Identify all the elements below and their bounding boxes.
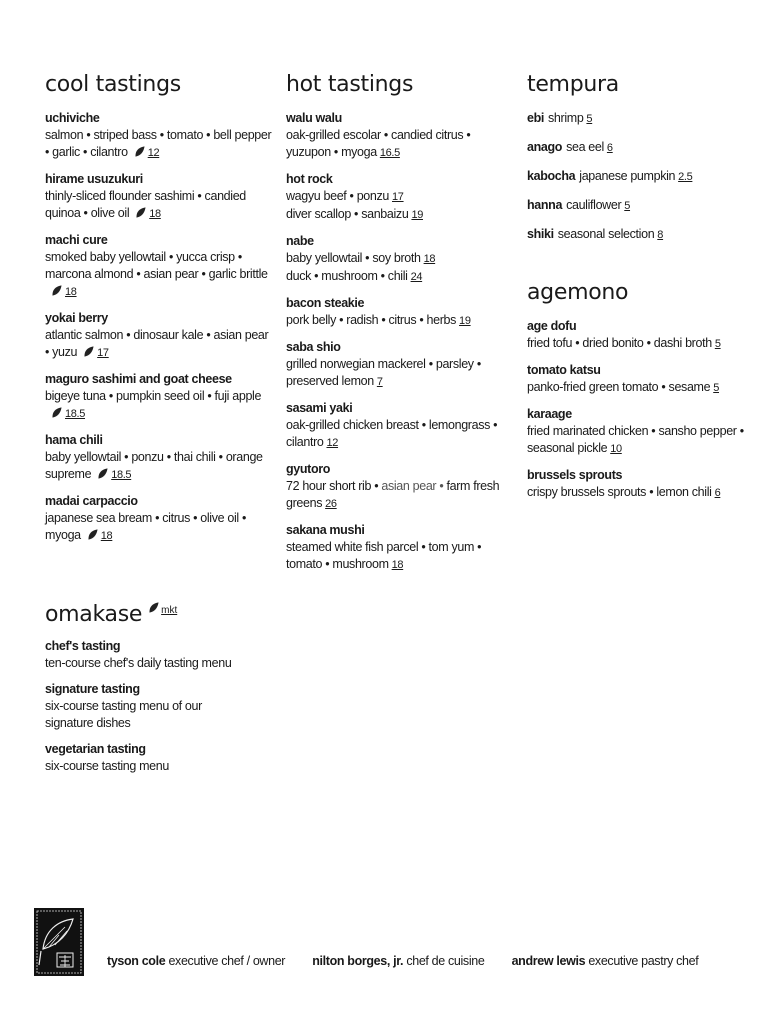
credit-name: tyson cole (107, 954, 166, 968)
item-name: sakana mushi (286, 523, 365, 537)
item-price: 26 (325, 498, 337, 510)
item-desc: smoked baby yellowtail • yucca crisp • marcona almond • asian pear • garlic brittle (45, 250, 268, 281)
section-title: hot tastings (286, 72, 414, 97)
leaf-icon (87, 529, 98, 540)
item-desc-alt: duck • mushroom • chili (286, 269, 408, 283)
section-title-agemono: agemono (527, 280, 629, 305)
item-price: 6 (714, 487, 721, 499)
item-desc: six-course tasting menu of our signature dishes (45, 699, 202, 730)
menu-item (45, 432, 273, 484)
item-name: shiki (527, 227, 554, 241)
item-desc: fried tofu • dried bonito • dashi broth (527, 336, 712, 350)
item-price: 18 (65, 286, 77, 298)
item-price: 17 (97, 347, 109, 359)
omakase-section (45, 600, 305, 784)
item-price: 5 (713, 382, 719, 394)
item-name: hirame usuzukuri (45, 172, 143, 186)
item-desc: seasonal selection (557, 227, 655, 241)
item-desc: baby yellowtail • soy broth (286, 251, 421, 265)
item-name: hot rock (286, 172, 333, 186)
section-title-tempura: tempura (527, 72, 619, 97)
credit (107, 954, 285, 968)
item-name: saba shio (286, 340, 341, 354)
item-desc: oak-grilled chicken breast • lemongrass • cilantro (286, 418, 498, 449)
item-price: 18 (100, 530, 113, 542)
item-desc: baby yellowtail • ponzu • thai chili • orange supreme (45, 450, 263, 481)
item-price-alt: 24 (410, 271, 423, 283)
item-desc: panko-fried green tomato • sesame (527, 380, 711, 394)
item-price: mkt (161, 605, 178, 616)
leaf-icon (135, 207, 146, 218)
item-desc: crispy brussels sprouts • lemon chili (527, 485, 712, 499)
item-price: 18 (391, 559, 404, 571)
item-desc: fried marinated chicken • sansho pepper • seasonal pickle (527, 424, 744, 455)
credit-name: andrew lewis (511, 954, 586, 968)
item-desc-extra: asian pear • (381, 479, 444, 493)
item-price: 2.5 (678, 171, 693, 183)
item-price: 18 (149, 208, 161, 220)
item-desc: cauliflower (566, 198, 622, 212)
item-name: ebi (527, 111, 545, 125)
menu-item (45, 681, 225, 732)
menu-item (527, 110, 747, 128)
menu-item (527, 406, 747, 458)
section-title: cool tastings (45, 72, 181, 97)
item-desc: shrimp (548, 111, 584, 125)
item-name: vegetarian tasting (45, 742, 146, 756)
section-title: omakase (45, 602, 143, 627)
item-price: 16.5 (379, 147, 400, 159)
item-desc: ten-course chef's daily tasting menu (45, 656, 232, 670)
menu-item (286, 233, 514, 286)
credit (512, 954, 699, 968)
item-desc-alt: diver scallop • sanbaizu (286, 207, 409, 221)
ginkgo-logo (34, 908, 84, 976)
item-name: chef's tasting (45, 639, 121, 653)
menu-item (45, 638, 305, 672)
item-name: madai carpaccio (45, 494, 138, 508)
tempura-agemono-column (527, 70, 747, 511)
item-name: signature tasting (45, 682, 140, 696)
item-name: tomato katsu (527, 363, 601, 377)
ginkgo-leaf-icon (35, 909, 83, 975)
menu-item (286, 171, 514, 224)
item-desc: grilled norwegian mackerel • parsley • preserved lemon (286, 357, 481, 388)
item-desc-extra: farm fresh greens (286, 479, 500, 510)
item-desc: sea eel (566, 140, 604, 154)
menu-item (527, 318, 747, 353)
item-name: karaage (527, 407, 572, 421)
item-name: brussels sprouts (527, 468, 623, 482)
item-price: 8 (657, 229, 664, 241)
item-desc: 72 hour short rib • (286, 479, 379, 493)
credit-role: chef de cuisine (406, 954, 485, 968)
item-price: 5 (714, 338, 721, 350)
footer (34, 908, 734, 978)
item-name: maguro sashimi and goat cheese (45, 372, 232, 386)
item-name: sasami yaki (286, 401, 353, 415)
item-price: 5 (586, 113, 593, 125)
menu-item (527, 362, 747, 397)
item-name: hama chili (45, 433, 103, 447)
item-desc: oak-grilled escolar • candied citrus • yuzupon • myoga (286, 128, 471, 159)
menu-item (45, 171, 273, 223)
leaf-icon (97, 468, 108, 479)
item-desc: thinly-sliced flounder sashimi • candied quinoa • olive oil (45, 189, 246, 220)
item-name: kabocha (527, 169, 576, 183)
item-price: 5 (624, 200, 631, 212)
item-price: 12 (326, 437, 339, 449)
item-price: 18.5 (65, 408, 86, 420)
item-name: bacon steakie (286, 296, 365, 310)
item-name: uchiviche (45, 111, 100, 125)
item-desc: wagyu beef • ponzu (286, 189, 390, 203)
menu-item (45, 371, 273, 423)
item-desc: japanese pumpkin (579, 169, 676, 183)
menu-item (527, 168, 747, 186)
menu-item (286, 461, 514, 513)
menu-item (45, 310, 273, 362)
item-price: 19 (459, 315, 471, 327)
item-price: 7 (376, 376, 383, 388)
menu-item (527, 467, 747, 502)
item-name: yokai berry (45, 311, 108, 325)
leaf-icon (83, 346, 94, 357)
menu-item (527, 139, 747, 157)
menu-item (286, 400, 514, 452)
item-name: hanna (527, 198, 563, 212)
item-name: nabe (286, 234, 314, 248)
item-name: age dofu (527, 319, 577, 333)
item-desc: japanese sea bream • citrus • olive oil • myoga (45, 511, 246, 542)
leaf-icon (51, 285, 62, 296)
menu-item (45, 493, 273, 545)
menu-item (45, 232, 273, 301)
item-price: 6 (606, 142, 613, 154)
menu-item (286, 339, 514, 391)
credit-role: executive pastry chef (588, 954, 699, 968)
item-price: 18 (423, 253, 436, 265)
menu-item (527, 197, 747, 215)
credit (312, 954, 484, 968)
item-price: 18.5 (111, 469, 132, 481)
chef-credits (107, 954, 722, 968)
cool-tastings-section (45, 70, 273, 554)
menu-item (286, 295, 514, 330)
item-name: walu walu (286, 111, 342, 125)
credit-role: executive chef / owner (168, 954, 286, 968)
item-price: 17 (392, 191, 404, 203)
menu-item (45, 110, 273, 162)
menu-item (45, 741, 305, 775)
hot-tastings-section (286, 70, 514, 583)
menu-item (527, 226, 747, 244)
menu-item (286, 110, 514, 162)
item-name: gyutoro (286, 462, 331, 476)
credit-name: nilton borges, jr. (312, 954, 404, 968)
item-name: anago (527, 140, 563, 154)
leaf-icon (148, 602, 159, 613)
omakase-header (45, 600, 305, 630)
leaf-icon (51, 407, 62, 418)
item-price: 10 (610, 443, 622, 455)
item-desc: atlantic salmon • dinosaur kale • asian pear • yuzu (45, 328, 269, 359)
item-desc: salmon • striped bass • tomato • bell pepper • garlic • cilantro (45, 128, 272, 159)
item-desc: steamed white fish parcel • tom yum • tomato • mushroom (286, 540, 482, 571)
item-price: 12 (147, 147, 160, 159)
item-desc: pork belly • radish • citrus • herbs (286, 313, 457, 327)
leaf-icon (134, 146, 145, 157)
item-name: machi cure (45, 233, 108, 247)
menu-item (286, 522, 514, 574)
item-desc: six-course tasting menu (45, 759, 169, 773)
item-price-alt: 19 (411, 209, 423, 221)
item-desc: bigeye tuna • pumpkin seed oil • fuji apple (45, 389, 262, 403)
